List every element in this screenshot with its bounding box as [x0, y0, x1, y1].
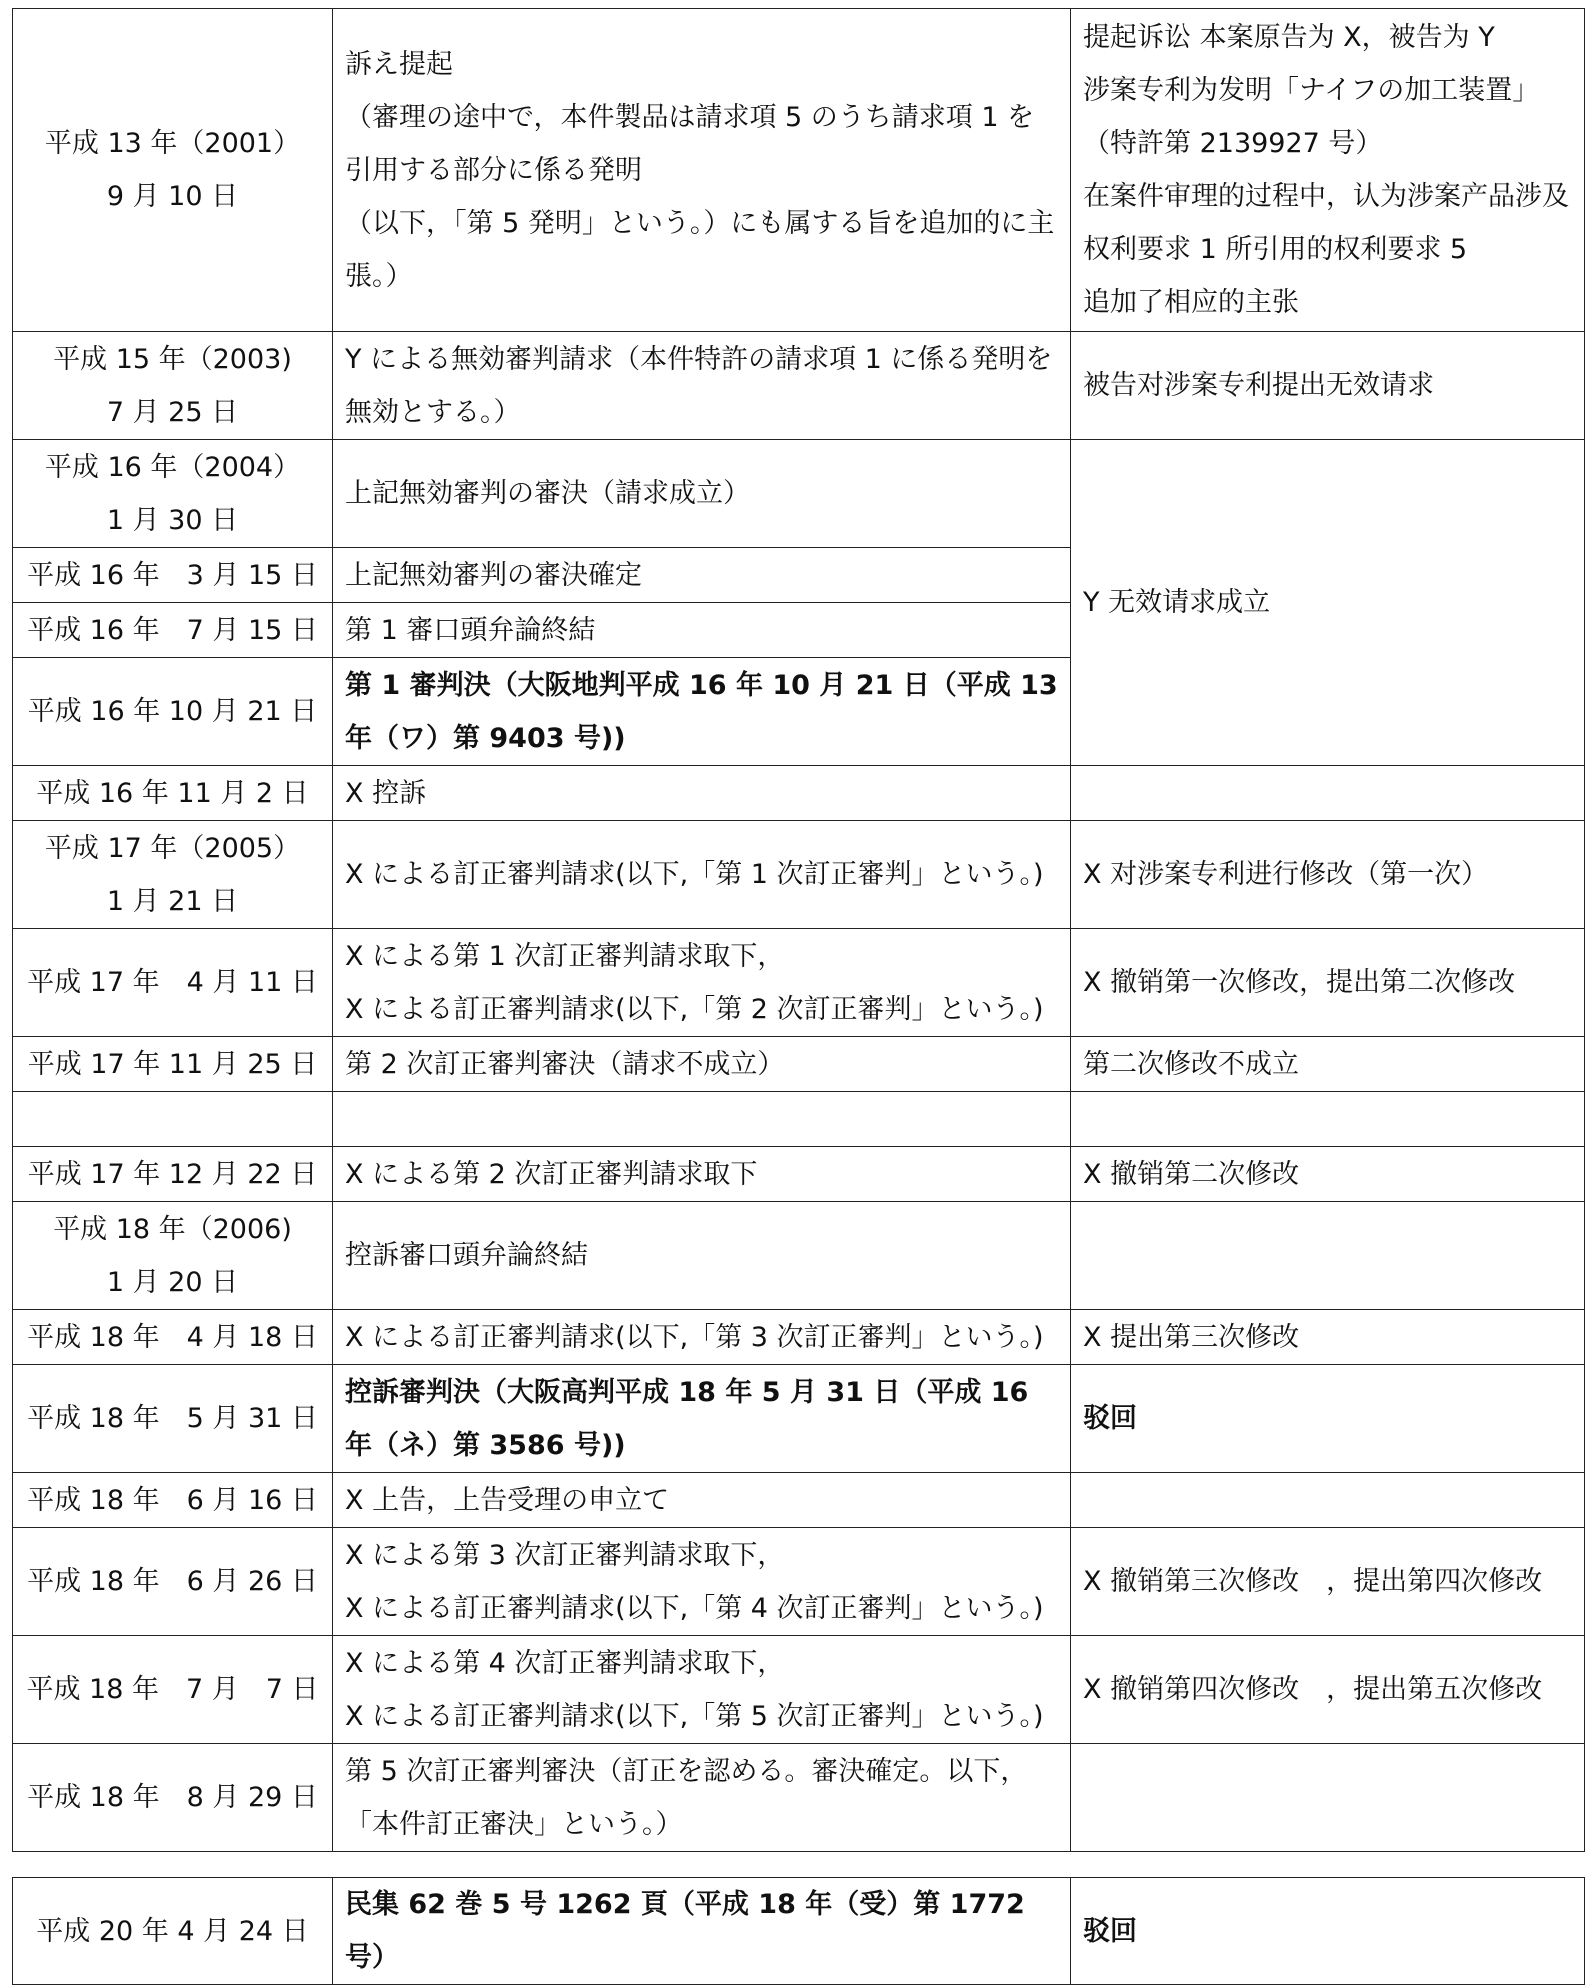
date-cell: 平成 17 年 12 月 22 日: [13, 1147, 333, 1202]
zh-cell: [1071, 1744, 1585, 1852]
table-row-empty: [13, 1092, 1585, 1147]
ja-cell: X による訂正審判請求(以下,「第 3 次訂正審判」という。): [333, 1310, 1071, 1365]
date-cell: 平成 18 年 8 月 29 日: [13, 1744, 333, 1852]
zh-cell: 提起诉讼 本案原告为 X，被告为 Y 涉案专利为发明「ナイフの加工装置」（特許第 2139927 号） 在案件审理的过程中，认为涉案产品涉及权利要求 1 所引用的权利要求 5 追加了相应的主张: [1071, 9, 1585, 332]
date-cell: 平成 16 年 7 月 15 日: [13, 603, 333, 658]
date-cell: 平成 18 年（2006) 1 月 20 日: [13, 1202, 333, 1310]
ja-cell: 上記無効審判の審決（請求成立）: [333, 440, 1071, 548]
ja-cell: X による第 1 次訂正審判請求取下， X による訂正審判請求(以下,「第 2 次訂正審判」という。): [333, 929, 1071, 1037]
table-row: [13, 821, 1585, 929]
table-row: [13, 929, 1585, 1037]
date-cell: 平成 18 年 6 月 26 日: [13, 1528, 333, 1636]
table-row: [13, 1528, 1585, 1636]
zh-cell: 驳回: [1071, 1365, 1585, 1473]
table-row: [13, 1878, 1585, 1985]
table-row: [13, 440, 1585, 548]
table-row: [13, 1202, 1585, 1310]
table-row: [13, 1037, 1585, 1092]
table-row: [13, 1473, 1585, 1528]
table-row: [13, 1636, 1585, 1744]
ja-cell: 控訴審口頭弁論終結: [333, 1202, 1071, 1310]
zh-cell: X 对涉案专利进行修改（第一次）: [1071, 821, 1585, 929]
table-row: [13, 1365, 1585, 1473]
zh-merged-cell: Y 无效请求成立: [1071, 440, 1585, 766]
ja-cell: X による訂正審判請求(以下,「第 1 次訂正審判」という。): [333, 821, 1071, 929]
ja-cell: 第 1 審判決（大阪地判平成 16 年 10 月 21 日（平成 13 年（ワ）第 9403 号)): [333, 658, 1071, 766]
ja-cell: X 上告，上告受理の申立て: [333, 1473, 1071, 1528]
ja-cell: X 控訴: [333, 766, 1071, 821]
zh-cell: X 撤销第一次修改，提出第二次修改: [1071, 929, 1585, 1037]
date-cell: 平成 16 年 10 月 21 日: [13, 658, 333, 766]
date-cell: 平成 18 年 5 月 31 日: [13, 1365, 333, 1473]
ja-cell: X による第 4 次訂正審判請求取下， X による訂正審判請求(以下,「第 5 次訂正審判」という。): [333, 1636, 1071, 1744]
date-cell: 平成 13 年（2001） 9 月 10 日: [13, 9, 333, 332]
date-cell: 平成 17 年 4 月 11 日: [13, 929, 333, 1037]
date-cell: 平成 20 年 4 月 24 日: [13, 1878, 333, 1985]
zh-cell: X 提出第三次修改: [1071, 1310, 1585, 1365]
table-row: [13, 9, 1585, 332]
zh-cell: X 撤销第四次修改 ，提出第五次修改: [1071, 1636, 1585, 1744]
date-cell: 平成 18 年 6 月 16 日: [13, 1473, 333, 1528]
zh-cell: X 撤销第三次修改 ，提出第四次修改: [1071, 1528, 1585, 1636]
date-cell: 平成 17 年（2005） 1 月 21 日: [13, 821, 333, 929]
table-row: [13, 1147, 1585, 1202]
ja-cell: 第 1 審口頭弁論終結: [333, 603, 1071, 658]
zh-cell: 第二次修改不成立: [1071, 1037, 1585, 1092]
ja-cell: 上記無効審判の審決確定: [333, 548, 1071, 603]
date-cell: 平成 16 年（2004） 1 月 30 日: [13, 440, 333, 548]
final-row-table: [12, 1877, 1585, 1985]
zh-cell: 驳回: [1071, 1878, 1585, 1985]
table-row: [13, 1310, 1585, 1365]
ja-cell: 第 5 次訂正審判審決（訂正を認める。審決確定。以下，「本件訂正審決」という。）: [333, 1744, 1071, 1852]
ja-cell: 第 2 次訂正審判審決（請求不成立）: [333, 1037, 1071, 1092]
timeline-table: [12, 8, 1585, 1852]
zh-cell: [1071, 1202, 1585, 1310]
date-cell: 平成 16 年 3 月 15 日: [13, 548, 333, 603]
date-cell: 平成 15 年（2003) 7 月 25 日: [13, 332, 333, 440]
ja-cell: 民集 62 巻 5 号 1262 頁（平成 18 年（受）第 1772 号）: [333, 1878, 1071, 1985]
table-row: [13, 1744, 1585, 1852]
zh-cell: X 撤销第二次修改: [1071, 1147, 1585, 1202]
table-row: [13, 332, 1585, 440]
ja-cell: 訴え提起 （審理の途中で，本件製品は請求項 5 のうち請求項 1 を引用する部分に係る発明 （以下，「第 5 発明」という。）にも属する旨を追加的に主張。）: [333, 9, 1071, 332]
ja-cell: X による第 2 次訂正審判請求取下: [333, 1147, 1071, 1202]
ja-cell: X による第 3 次訂正審判請求取下， X による訂正審判請求(以下,「第 4 次訂正審判」という。): [333, 1528, 1071, 1636]
date-cell: 平成 16 年 11 月 2 日: [13, 766, 333, 821]
ja-cell: 控訴審判決（大阪高判平成 18 年 5 月 31 日（平成 16 年（ネ）第 3586 号)): [333, 1365, 1071, 1473]
zh-cell: [1071, 1473, 1585, 1528]
date-cell: 平成 17 年 11 月 25 日: [13, 1037, 333, 1092]
zh-cell: [1071, 766, 1585, 821]
ja-cell: Y による無効審判請求（本件特許の請求項 1 に係る発明を無効とする。）: [333, 332, 1071, 440]
date-cell: 平成 18 年 7 月 7 日: [13, 1636, 333, 1744]
zh-cell: 被告对涉案专利提出无效请求: [1071, 332, 1585, 440]
table-row: [13, 766, 1585, 821]
date-cell: 平成 18 年 4 月 18 日: [13, 1310, 333, 1365]
